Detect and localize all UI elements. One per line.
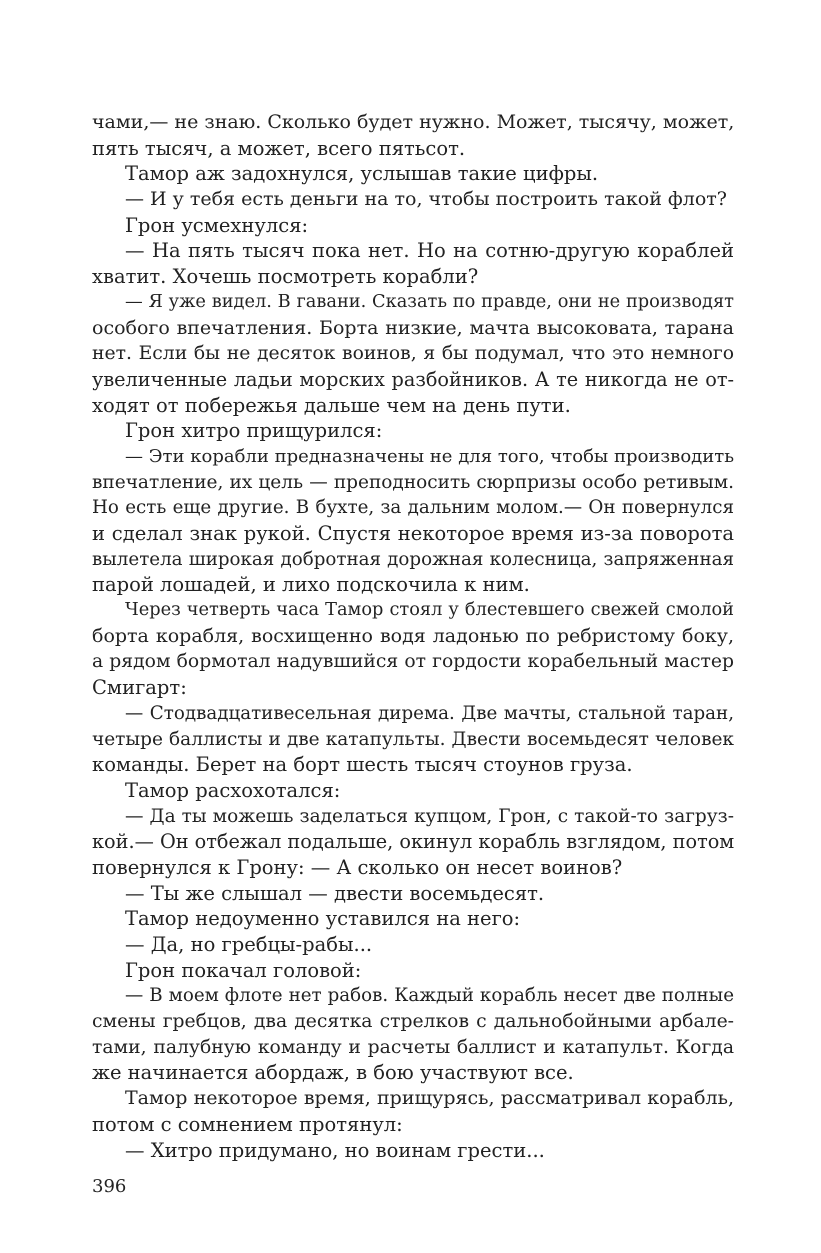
text-line: борта корабля, восхищенно водя ладонью по ребристому боку, (92, 624, 734, 647)
text-line: — На пять тысяч пока нет. Но на сотню-другую кораблей (125, 239, 734, 263)
text-line: кой.— Он отбежал подальше, окинул корабль взглядом, потом (92, 830, 735, 854)
text-line: а рядом бормотал надувшийся от гордости корабельный мастер (92, 651, 734, 673)
text-line: — Эти корабли предназначены не для того, чтобы производить (125, 445, 734, 467)
text-line: повернулся к Грону: — А сколько он несет воинов? (92, 855, 623, 879)
text-line: — В моем флоте нет рабов. Каждый корабль несет две полные (125, 985, 734, 1007)
text-line: Тамор недоуменно уставился на него: (125, 907, 521, 931)
text-line: — Стодвадцативесельная дирема. Две мачты, стальной таран, (125, 702, 734, 724)
text-line: особого впечатления. Борта низкие, мачта высоковата, тарана (92, 316, 734, 339)
text-line: впечатление, их цель — преподносить сюрпризы особо ретивым. (92, 471, 734, 493)
text-line: и сделал знак рукой. Спустя некоторое время из-за поворота (92, 522, 734, 545)
text-line: тами, палубную команду и расчеты баллист и катапульт. Когда (92, 1036, 734, 1058)
text-line: нет. Если бы не десяток воинов, я бы подумал, что это немного (92, 343, 734, 365)
text-line: — Да, но гребцы-рабы... (125, 933, 373, 956)
text-line: ходят от побережья дальше чем на день пути. (92, 393, 571, 417)
text-line: Но есть еще другие. В бухте, за дальним молом.— Он повернулся (92, 497, 734, 519)
text-line: Тамор расхохотался: (125, 778, 341, 802)
text-line: — Хитро придумано, но воинам грести... (125, 1138, 545, 1162)
text-line: — И у тебя есть деньги на то, чтобы построить такой флот? (125, 188, 727, 211)
text-line: чами,— не знаю. Сколько будет нужно. Может, тысячу, может, (92, 111, 735, 133)
body-text (92, 110, 734, 1163)
text-line: же начинается абордаж, в бою участвуют все. (92, 1061, 574, 1085)
text-line: парой лошадей, и лихо подскочила к ним. (92, 573, 530, 597)
text-line: Грон усмехнулся: (125, 213, 309, 237)
text-line: Смигарт: (92, 676, 187, 700)
page-number: 396 (92, 1176, 127, 1197)
text-line: Грон покачал головой: (125, 958, 362, 982)
text-line: Тамор некоторое время, прищурясь, рассматривал корабль, (125, 1087, 734, 1110)
text-line: хватит. Хочешь посмотреть корабли? (92, 265, 479, 289)
text-line: смены гребцов, два десятка стрелков с дальнобойными арбале- (92, 1011, 734, 1033)
text-line: Через четверть часа Тамор стоял у блестевшего свежей смолой (125, 600, 734, 621)
text-line: потом с сомнением протянул: (92, 1112, 403, 1136)
text-line: четыре баллисты и две катапульты. Двести восемьдесят человек (92, 728, 734, 750)
text-line: увеличенные ладьи морских разбойников. А те никогда не от- (92, 367, 734, 391)
text-line: вылетела широкая добротная дорожная колесница, запряженная (92, 548, 734, 570)
text-line: — Я уже видел. В гавани. Сказать по правде, они не производят (125, 291, 734, 312)
text-line: Тамор аж задохнулся, услышав такие цифры. (125, 162, 599, 186)
text-line: — Да ты можешь заделаться купцом, Грон, с такой-то загруз- (125, 805, 734, 827)
text-line: — Ты же слышал — двести восемьдесят. (125, 881, 545, 905)
text-line: команды. Берет на борт шесть тысяч стоунов груза. (92, 753, 633, 777)
text-line: Грон хитро прищурился: (125, 419, 383, 443)
text-line: пять тысяч, а может, всего пятьсот. (92, 136, 466, 160)
